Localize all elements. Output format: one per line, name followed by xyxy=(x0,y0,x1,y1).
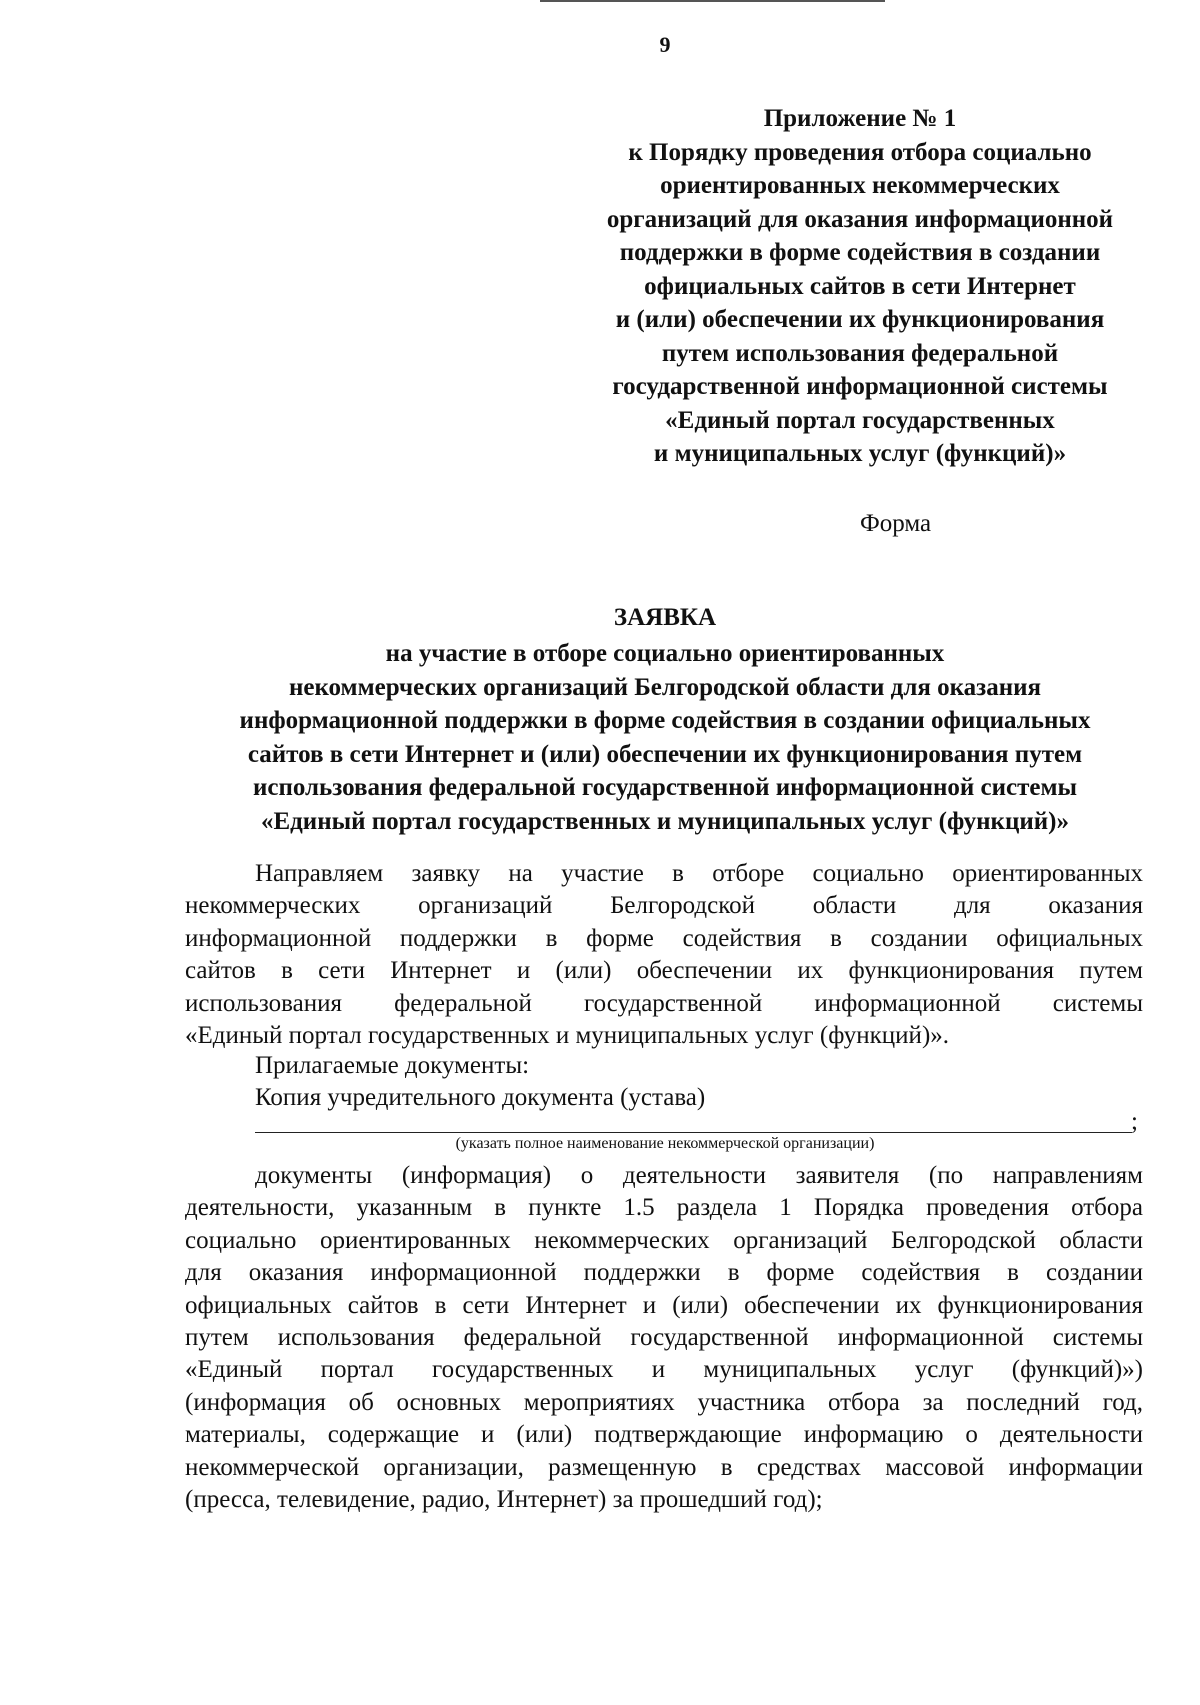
subtitle-line: информационной поддержки в форме содействия в создании официальных xyxy=(239,707,1091,734)
subtitle-line: использования федеральной государственной информационной системы xyxy=(252,774,1078,801)
appendix-line: организаций для оказания информационной xyxy=(606,205,1114,233)
paragraph-line: некоммерческой организации, размещенную в средствах массовой информации xyxy=(185,1453,1143,1481)
paragraph-line: «Единый портал государственных и муниципальных услуг (функций)». xyxy=(185,1022,950,1050)
appendix-header xyxy=(580,102,1140,471)
appendix-line: Приложение № 1 xyxy=(763,105,957,132)
paragraph-line: путем использования федеральной государственной информационной системы xyxy=(185,1324,1143,1352)
organization-name-fill-line xyxy=(255,1132,1132,1133)
subtitle-line: «Единый портал государственных и муниципальных услуг (функций)» xyxy=(260,807,1070,835)
paragraph-line: «Единый портал государственных и муниципальных услуг (функций)») xyxy=(185,1356,1143,1384)
paragraph-line: материалы, содержащие и (или) подтверждающие информацию о деятельности xyxy=(185,1421,1143,1449)
appendix-line: государственной информационной системы xyxy=(612,373,1108,400)
document-subtitle xyxy=(160,637,1170,838)
documents-paragraph xyxy=(185,1160,1143,1516)
document-title: ЗАЯВКА xyxy=(613,604,717,631)
paragraph-line: документы (информация) о деятельности заявителя (по направлениям xyxy=(255,1162,1143,1189)
appendix-line: официальных сайтов в сети Интернет xyxy=(644,272,1076,300)
subtitle-line: сайтов в сети Интернет и (или) обеспечении их функционирования путем xyxy=(247,740,1083,768)
fill-line-semicolon: ; xyxy=(1131,1108,1138,1135)
appendix-line: и (или) обеспечении их функционирования xyxy=(615,306,1105,333)
attached-item: Копия учредительного документа (устава) xyxy=(255,1084,706,1112)
appendix-line: ориентированных некоммерческих xyxy=(660,172,1060,199)
appendix-line: и муниципальных услуг (функций)» xyxy=(653,440,1067,467)
paragraph-line: некоммерческих организаций Белгородской области для оказания xyxy=(185,892,1143,920)
paragraph-line: (информация об основных мероприятиях участника отбора за последний год, xyxy=(185,1388,1143,1416)
paragraph-line: Направляем заявку на участие в отборе социально ориентированных xyxy=(255,860,1143,887)
paragraph-line: (пресса, телевидение, радио, Интернет) за прошедший год); xyxy=(185,1486,823,1514)
paragraph-line: информационной поддержки в форме содействия в создании официальных xyxy=(185,924,1143,952)
fill-line-caption: (указать полное наименование некоммерческой организации) xyxy=(455,1135,875,1152)
appendix-line: путем использования федеральной xyxy=(661,339,1059,367)
paragraph-line: использования федеральной государственной информационной системы xyxy=(185,989,1143,1017)
paragraph-line: деятельности, указанным в пункте 1.5 раздела 1 Порядка проведения отбора xyxy=(185,1194,1143,1222)
subtitle-line: на участие в отборе социально ориентированных xyxy=(385,640,945,667)
paragraph-line: сайтов в сети Интернет и (или) обеспечении их функционирования путем xyxy=(185,957,1143,985)
appendix-line: поддержки в форме содействия в создании xyxy=(619,239,1101,266)
paragraph-line: официальных сайтов в сети Интернет и (или) обеспечении их функционирования xyxy=(185,1291,1143,1319)
application-paragraph xyxy=(185,858,1143,1052)
attached-documents xyxy=(255,1050,705,1115)
paragraph-line: для оказания информационной поддержки в форме содействия в создании xyxy=(185,1259,1143,1287)
appendix-line: «Единый портал государственных xyxy=(665,406,1055,434)
top-rule-divider xyxy=(540,0,885,2)
appendix-line: к Порядку проведения отбора социально xyxy=(628,138,1092,166)
form-label: Форма xyxy=(860,510,932,537)
page-number: 9 xyxy=(659,32,671,57)
paragraph-line: социально ориентированных некоммерческих организаций Белгородской области xyxy=(185,1226,1143,1254)
attached-heading: Прилагаемые документы: xyxy=(255,1052,530,1079)
subtitle-line: некоммерческих организаций Белгородской области для оказания xyxy=(288,673,1042,701)
